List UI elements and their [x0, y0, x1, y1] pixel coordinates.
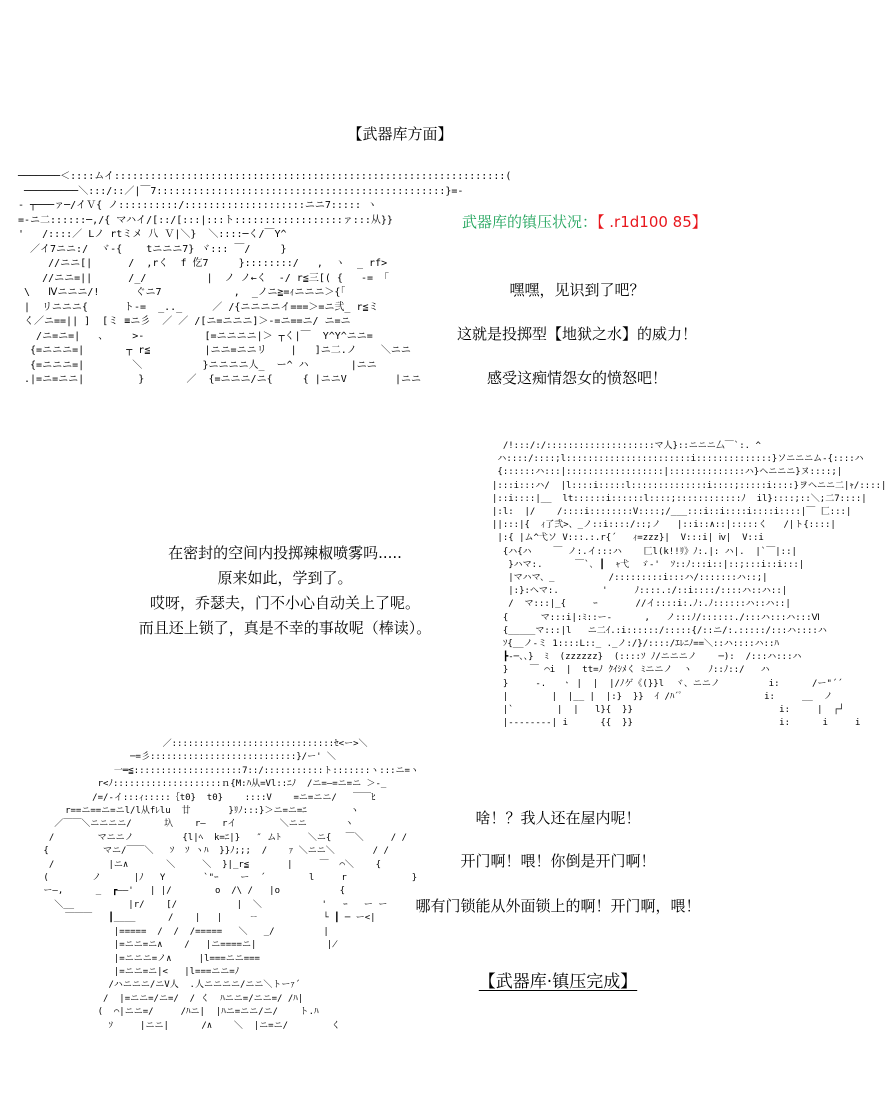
dialogue-line: 哎呀，乔瑟夫，门不小心自动关上了呢。 — [149, 594, 421, 612]
dialogue-line: 感受这痴情怨女的愤怒吧！ — [486, 369, 668, 387]
ascii-art-explosion: ───────＜::::ムイ:::::::::::::::::::::::::::::::::::::::::::::::::::::::::::::::::( ─────────＼:::/::／|￣7::::::::::::::::::::::::::::::::::::::::::::::::}=- - ┬───ァ─/イＶ{ ノ::::::::::/::::::::::::::::::::ニニ7::::: ヽ =-ニ二::::::─,/{ マハイ/[::/[:::|:::ト::::::::::::::::::ァ:::从}} ' /::::／ Lノ rtミメ 八 Ｖ|＼} ＼::::─く/￣Y^ ／イ7ニニ:/ ヾ-{ tニニニ7} ヾ::: ￣/ } //ニニ[| / ,rく f 仡7 }::::::::/ , ヽ _ rf> //ニニ=|| /_/ | ノ ノ←く -/ r≦三[( { -= 「 \ Ⅳニニニ/! ぐニ7 , _ノニ≧=ｨニニニ＞{「 | リニニニ{ ト-= _.._ ／ /{ニニニニイ===＞=ニ弐_ r≦ミ く／ニ==|| ] [ミ ≡ニ彡 ／ ／ /[ニ=ニニニ]＞-=ニ==ニ/ ニ=ニ /ニ=ニ=| 、 >- [=ニニニニ|＞ ┬く|￣ Y^Y^ニニ= {=ニニニ=| ┬ r≦ |ニニ=ニニリ | ]ニ二.ノ ＼ニニ {=ニニニ=| ＼ }ニニニニ人_ ー^ ハ |ニニ .|=ニ=ニニ| } ／ {=ニニニ/ニ{ { |ニニV |ニニ — [18, 171, 512, 385]
ascii-art-character: /!:::/:/::::::::::::::::::::マ人}::ニニニ厶￣`:. ^ ハ::::/::::;l:::::::::::::::::::::::i::::::::::::::}ソニニニム-{::::ハ {::::::ハ:::|::::::::::::::::::|::::::::::::::ハ}ヘニニニ}ヌ::::;| |:::i:::ハ/ |l::::i:::::l::::::::::::::i::::;:::::i::::}ヲヘニニ二|ｬ/::::| |::i::::|__ lt::::::i::::::l::::;::::::::::::ﾉ il}::::;::＼;二7::::| |:l: |/ /::::i::::::::V::::;/___:::i::i::::i::::i::::|￣ 匚:::| ||:::|{ ｨ了弐>、_ノ::i::::/::;ノ |::i::∧::|:::::く /|ト{::::| |:{ |ム^弋ソ V:::.:.r{´ ｨ=zzz}| V:::i| ⅳ| V::i {ハ{ハ ￣ ノ:.イ:::ハ 匚l(k!!ﾘ》ﾉ:.|: ハ|. |`￣|::| }ハマ:. ￣`､ ┃ ｬ弋 ゞ-' ｿ::ﾉ:::i::|::;:::i::i:::| |マハマ、_ /:::::::::i:::ハ/:::::::ハ::;| |:}:ヘマ:. ' ﾉ::::.:/::i::::/::::ハ::ハ::| / マ:::|_{ ｰ //イ::::i:.ﾉ:.ﾉ::::::ハ::ハ::| { マ:::i|:ﾐ::ー- , ノ:::ﾉ/::::::./:::ハ:::ハ:::Ⅵ {_____マ:::|l ニ二ｲ.:i::::::/:::::{/::ニ/:.:::::/:::ハ::::ハ ｿ{__ノ-ミ 1::::L::_ ._ノ:/}/::::/ｴﾚﾆﾉ==＼::ハ::::ハ::ﾊ ┣-─、、} ﾐ (zzzzzz} (::::ｿ ﾉ/ニニニノ ─): /:::ハ:::ハ } ￣ ⌒i | tt=ﾉ ｸｲｼﾒく ﾐニニノ ヽ ﾉ::ﾉ::/ ハ } -. ㆍ | | |/ﾉゲ《(}}l ヾ、ニニノ i: /ー"´´ | | |__ | |:} }} ｲ /ﾊ´ﾟ i: __ ノ |` | | l}{ }} i: | ┌┘ |--------| i {{ }} i: i i — [492, 441, 886, 729]
dialogue-line: 嘿嘿，见识到了吧？ — [509, 281, 645, 299]
dialogue-line: 原来如此，学到了。 — [217, 569, 353, 587]
status-label: 武器库的镇压状况： — [462, 213, 598, 231]
status-line — [462, 212, 707, 232]
dialogue-line: 啥！？我人还在屋内呢！ — [475, 809, 641, 827]
dialogue-line: 在密封的空间内投掷辣椒喷雾吗..... — [168, 544, 402, 562]
dialogue-line: 开门啊！喂！你倒是开门啊！ — [460, 852, 656, 870]
dice-roll: 【 .r1d100 85】 — [597, 213, 707, 231]
dialogue-line: 而且还上锁了，真是不幸的事故呢（棒读）。 — [138, 619, 432, 637]
completion-footer: 【武器库·镇压完成】 — [478, 972, 638, 992]
dialogue-line: 这就是投掷型【地狱之水】的威力！ — [456, 325, 698, 343]
dialogue-line: 哪有门锁能从外面锁上的啊！开门啊，喂！ — [415, 897, 701, 915]
page-title: 【武器库方面】 — [347, 125, 453, 143]
ascii-art-figure: ／::::::::::::::::::::::::::::::ｾ<ー>＼ ─=彡:::::::::::::::::::::::::::}/ー' ＼ 一═≦::::::::::::::::::::7::/:::::::::::ト:::::::ヽ:::ニ=ヽ r<ﾉ::::::::::::::::::::ｎ{M:ﾊ从=Vl::ﾆﾉ /ニ=―=ニ=ニ ＞-_ /=/-イ:::ｨ:::::｛t0} t0} ::::V =ニ=ニニ/ ￣￣ﾋ r==ニ==ニ=ニl/l从fﾚlu 廿 }ﾘﾉ:::}＞ニ=ニ=ﾆ ヽ ／￣￣＼ニニニニ/ 圦 r― rイ ＼ニニ ヽ / マニニノ {l|ﾍ k=ﾆ|} ″ ムﾄ ＼ニ{ ￣＼ / / { マニ/￣￣＼ ｿ ｿ ヽﾊ }}ﾉ;;; / ｧ ＼ニニ＼ / / / |ニ∧ ＼ ＼ }|_r≦ | ￣ ⌒＼ { ( ノ |ﾉ Y `"ｰ ー ´ l r } ー―, _ ┏――' | |/ o /\ / |o { ＼__ |r/ [/ | ＼ ' ｰ ー ー ￣￣￣ ┃____ / ∣ ∣ ㄧ └ ┃ ─ ー<| |===== / / /===== ＼ _/ | |=ニニ=ニ∧ / |ニ====ニ| ∤ |=ニニニ=ノ∧ |l===ニニ=== |=ニニ=ニ|< |l===ニニ=ﾉ /ハニニニ/ニV人 .人ニニニニ/ニニ＼トーｧ´ / |=ニニ=/ニ=/ / く ﾊニニ=/ニニ=/ /ﾊ| ( ⌒|ニニ=/ /ﾊニ| |ﾊニ=ニニ/ニ/ ト.ﾊ ｿ |ニニ| /∧ ＼ |ニ=ニ/ く — [43, 739, 419, 1031]
